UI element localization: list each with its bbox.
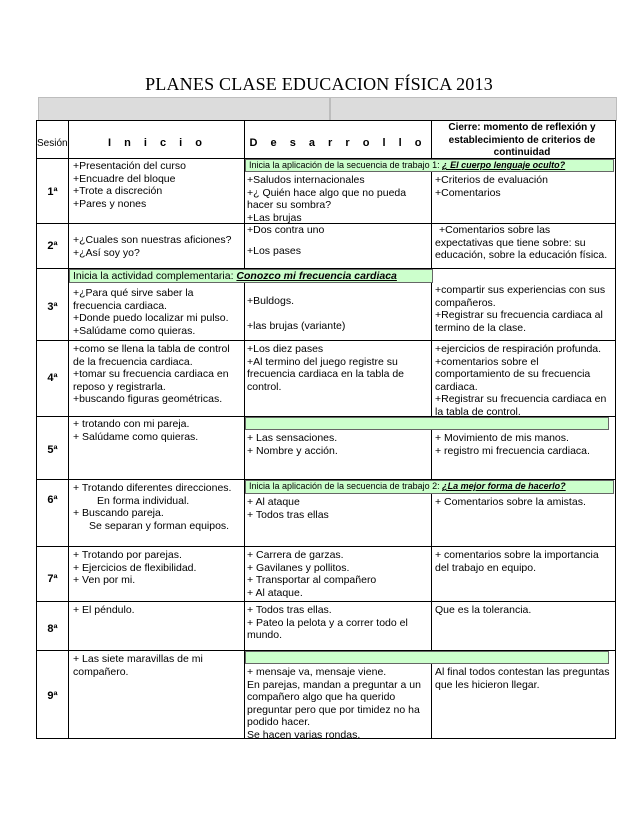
desarrollo-item: + Carrera de garzas. xyxy=(247,549,344,561)
band-6-emphasis: ¿La mejor forma de hacerlo? xyxy=(442,481,566,491)
cierre-item: Que es la tolerancia. xyxy=(435,604,532,616)
desarrollo-item: +Saludos internacionales xyxy=(247,174,365,186)
grid-line xyxy=(68,120,69,739)
inicio-item: + Salúdame como quieras. xyxy=(73,430,199,443)
inicio-item: + El péndulo. xyxy=(73,604,135,616)
activity-band-3 xyxy=(69,269,433,283)
row-5-inicio xyxy=(73,418,243,443)
inicio-item: +como se llena la tabla de control de la frecuencia cardiaca. xyxy=(73,343,230,368)
desarrollo-item: + Transportar al compañero xyxy=(247,574,377,587)
row-3-cierre xyxy=(435,284,611,334)
row-1-cierre xyxy=(435,174,611,199)
header-cierre: Cierre: momento de reflexión y establecimiento de criterios de continuidad xyxy=(448,122,596,158)
empty-band-5 xyxy=(245,417,609,430)
desarrollo-item: + Al ataque xyxy=(247,496,300,508)
session-number: 2ª xyxy=(47,240,58,252)
inicio-item: +Donde puedo localizar mi pulso. xyxy=(73,312,229,325)
row-6-inicio xyxy=(73,482,243,532)
grid-line xyxy=(36,120,37,739)
cierre-item: + comentarios sobre la importancia del trabajo en equipo. xyxy=(435,549,599,574)
desarrollo-item: +Los pases xyxy=(247,244,301,257)
cierre-item: +compartir sus experiencias con sus compañeros. xyxy=(435,284,606,309)
row-3-desarrollo xyxy=(247,295,427,332)
session-number: 4ª xyxy=(47,372,58,384)
row-1-inicio xyxy=(73,160,243,210)
session-number: 5ª xyxy=(47,444,58,456)
header-inicio: I n i c i o xyxy=(107,137,207,149)
band-3-emphasis: Conozco mi frecuencia cardiaca xyxy=(236,270,397,282)
cierre-item: +Comentarios xyxy=(435,186,501,199)
band-3-text: Inicia la actividad complementaria: xyxy=(73,270,234,282)
inicio-item: +buscando figuras geométricas. xyxy=(73,393,223,406)
grid-line xyxy=(244,120,245,268)
desarrollo-item: + Gavilanes y pollitos. xyxy=(247,561,350,574)
row-2-desarrollo xyxy=(247,224,427,257)
session-number: 1ª xyxy=(47,186,58,198)
row-6-cierre xyxy=(435,496,611,509)
row-8-cierre xyxy=(435,604,611,617)
session-number: 9ª xyxy=(47,690,58,702)
page-title: PLANES CLASE EDUCACION FÍSICA 2013 xyxy=(145,74,493,94)
row-2-cierre xyxy=(435,224,611,262)
desarrollo-item: +Dos contra uno xyxy=(247,224,325,236)
desarrollo-item: + Pateo la pelota y a correr todo el mundo. xyxy=(247,616,408,642)
grid-line xyxy=(36,546,616,547)
row-8-inicio xyxy=(73,604,243,617)
cierre-item: +Registrar su frecuencia cardiaca en la tabla de control. xyxy=(435,393,607,418)
inicio-item: + Las siete maravillas de mi compañero. xyxy=(73,653,203,678)
row-1-desarrollo xyxy=(247,174,427,224)
desarrollo-item: +Los diez pases xyxy=(247,343,324,355)
desarrollo-item: +¿ Quién hace algo que no pueda hacer su sombra? xyxy=(247,186,407,212)
desarrollo-item: + Todos tras ellas. xyxy=(247,604,332,616)
desarrollo-item: Se hacen varias rondas. xyxy=(247,728,361,741)
row-7-desarrollo xyxy=(247,549,427,599)
desarrollo-item: + mensaje va, mensaje viene. xyxy=(247,666,387,678)
band-1-text: Inicia la aplicación de la secuencia de trabajo 1: xyxy=(249,160,440,170)
desarrollo-item: + Al ataque. xyxy=(247,586,303,599)
desarrollo-item: +las brujas (variante) xyxy=(247,319,346,332)
band-1-emphasis: ¿ El cuerpo lenguaje oculto? xyxy=(442,160,566,170)
cierre-item: + Movimiento de mis manos. xyxy=(435,432,569,444)
row-5-desarrollo xyxy=(247,432,427,457)
cierre-item: Al final todos contestan las preguntas que les hicieron llegar. xyxy=(435,666,610,691)
inicio-item: +tomar su frecuencia cardiaca en reposo y registrarla. xyxy=(73,368,229,393)
cierre-item: +Comentarios sobre las expectativas que tiene sobre: su educación, sobre la educación física. xyxy=(435,224,608,262)
inicio-item: +Pares y nones xyxy=(73,197,147,210)
session-number: 8ª xyxy=(47,623,58,635)
inicio-item: +Trote a discreción xyxy=(73,185,163,198)
grid-line xyxy=(431,283,432,739)
inicio-item: En forma individual. xyxy=(97,494,190,507)
desarrollo-item: +Al termino del juego registre su frecuencia cardiaca en la tabla de control. xyxy=(247,355,405,393)
row-5-cierre xyxy=(435,432,611,457)
row-9-desarrollo xyxy=(247,666,429,742)
row-2-inicio xyxy=(73,234,243,259)
inicio-item: +¿Para qué sirve saber la frecuencia cardiaca. xyxy=(73,287,194,312)
grid-line xyxy=(244,283,245,739)
header-gray-band-right xyxy=(330,97,617,121)
inicio-item: +Salúdame como quieras. xyxy=(73,324,196,337)
cierre-item: +Registrar su frecuencia cardiaca al termino de la clase. xyxy=(435,309,603,334)
row-7-cierre xyxy=(435,549,611,574)
cierre-item: +comentarios sobre el comportamiento de su frecuencia cardiaca. xyxy=(435,355,591,393)
inicio-item: +Presentación del curso xyxy=(73,160,186,172)
row-4-cierre xyxy=(435,343,613,419)
inicio-item: +Encuadre del bloque xyxy=(73,172,176,185)
desarrollo-item: +Las brujas xyxy=(247,211,302,224)
cierre-item: +ejercicios de respiración profunda. xyxy=(435,343,602,355)
session-number: 6ª xyxy=(47,494,58,506)
row-8-desarrollo xyxy=(247,604,427,642)
grid-line xyxy=(36,601,616,602)
desarrollo-item: + Las sensaciones. xyxy=(247,432,338,444)
desarrollo-item: + Todos tras ellas xyxy=(247,508,329,521)
inicio-item: +¿Cuales son nuestras aficiones? xyxy=(73,234,232,246)
sequence-band-1 xyxy=(245,159,614,172)
inicio-item: + Trotando por parejas. xyxy=(73,549,182,561)
band-6-text: Inicia la aplicación de la secuencia de trabajo 2: xyxy=(249,481,440,491)
header-desarrollo: D e s a r r o l l o xyxy=(249,137,427,149)
row-3-inicio xyxy=(73,287,243,337)
sequence-band-6 xyxy=(245,480,614,494)
row-9-inicio xyxy=(73,653,243,678)
row-9-cierre xyxy=(435,666,611,691)
grid-line xyxy=(36,120,616,121)
header-sesion: Sesión xyxy=(37,138,68,149)
inicio-item: + Trotando diferentes direcciones. xyxy=(73,482,232,494)
session-number: 7ª xyxy=(47,573,58,585)
inicio-item: +¿Así soy yo? xyxy=(73,246,140,259)
cierre-item: + Comentarios sobre la amistas. xyxy=(435,496,586,508)
cierre-item: + registro mi frecuencia cardiaca. xyxy=(435,444,590,457)
header-gray-band-left xyxy=(38,97,330,121)
row-7-inicio xyxy=(73,549,243,587)
session-number: 3ª xyxy=(47,301,58,313)
inicio-item: Se separan y forman equipos. xyxy=(89,519,230,532)
row-4-desarrollo xyxy=(247,343,427,393)
grid-line xyxy=(615,120,616,739)
inicio-item: + Ejercicios de flexibilidad. xyxy=(73,561,197,574)
desarrollo-item: +Buldogs. xyxy=(247,295,294,307)
desarrollo-item: + Nombre y acción. xyxy=(247,444,338,457)
row-4-inicio xyxy=(73,343,243,406)
inicio-item: + Ven por mi. xyxy=(73,574,136,587)
grid-line xyxy=(431,120,432,268)
row-6-desarrollo xyxy=(247,496,427,521)
desarrollo-item: En parejas, mandan a preguntar a un compañero algo que ha querido preguntar pero que por timidez no ha podido hacer. xyxy=(247,678,421,729)
empty-band-9 xyxy=(245,651,609,664)
grid-line xyxy=(36,340,616,341)
inicio-item: + Buscando pareja. xyxy=(73,507,164,520)
inicio-item: + trotando con mi pareja. xyxy=(73,418,190,430)
cierre-item: +Criterios de evaluación xyxy=(435,174,548,186)
